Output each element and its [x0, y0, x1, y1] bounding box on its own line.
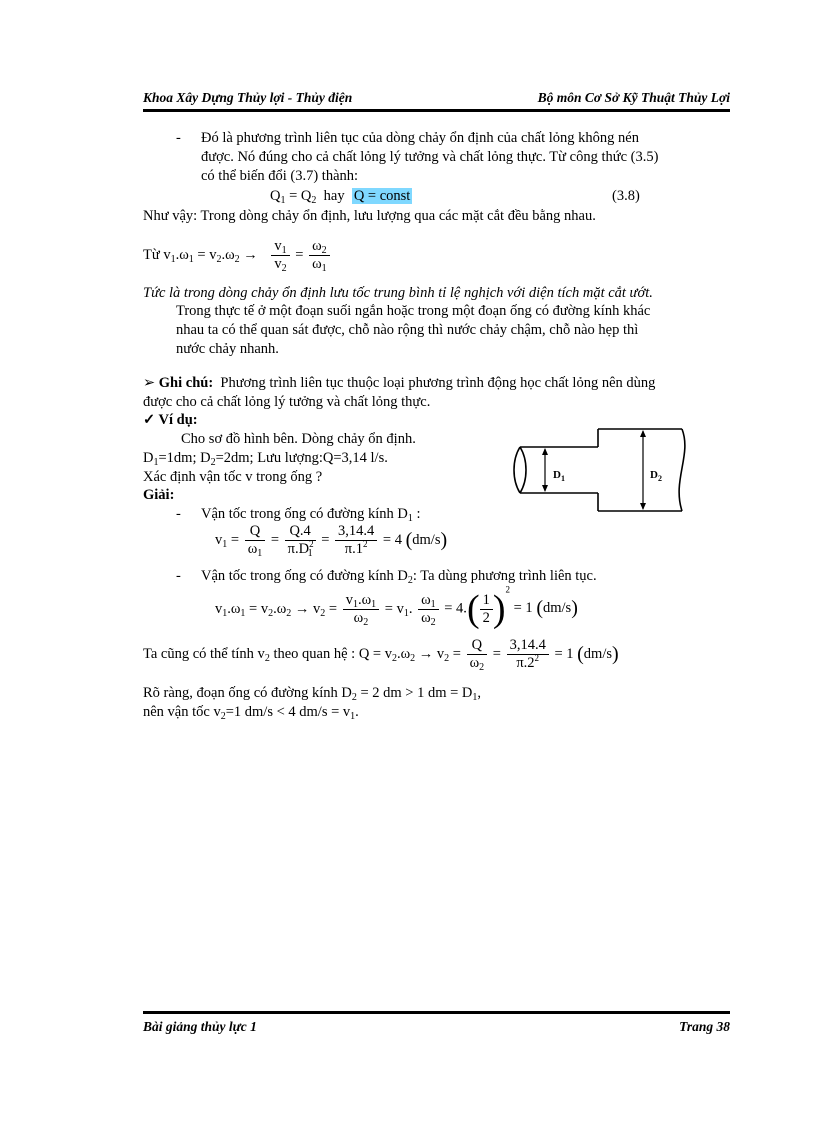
equation-number: (3.8): [612, 188, 640, 204]
step1-text: Vận tốc trong ống có đường kính $D_1$ :: [201, 506, 421, 524]
footer-page-number: Trang 38: [679, 1019, 730, 1034]
equation-3-8: $Q_1 = Q_2$ hay Q = const: [270, 188, 411, 206]
pipe-diagram: [510, 425, 695, 515]
practice-line-3: nước chảy nhanh.: [176, 341, 279, 357]
italic-statement: Tức là trong dòng chảy ổn định lưu tốc trung bình tỉ lệ nghịch với diện tích mặt cắt ướt.: [143, 285, 653, 301]
header-rule: [143, 109, 730, 112]
example-line-1: Cho sơ đồ hình bên. Dòng chảy ổn định.: [181, 431, 416, 447]
footer-rule: [143, 1011, 730, 1014]
closing-line-2: nên vận tốc $v_2=1$ dm/s < 4 $dm/s = v_1$.: [143, 704, 359, 722]
diagram-label-d2: $D_2$: [650, 469, 662, 483]
example-line-3: Xác định vận tốc v trong ống ?: [143, 469, 323, 485]
intro-line-1: Đó là phương trình liên tục của dòng chảy ổn định của chất lỏng không nén: [201, 130, 639, 146]
note-line-2: được cho cả chất lỏng lý tưởng và chất lỏng thực.: [143, 394, 431, 410]
step2-text: Vận tốc trong ống có đường kính $D_2$: Ta dùng phương trình liên tục.: [201, 568, 597, 586]
checkmark-icon: ✓: [143, 412, 156, 428]
arrow-bullet-icon: ➢: [143, 375, 156, 391]
diagram-label-d1: $D_1$: [553, 469, 565, 483]
intro-dash: -: [176, 130, 181, 146]
note-line-1: ➢ Ghi chú: Phương trình liên tục thuộc loại phương trình động học chất lỏng nên dùng: [143, 375, 656, 391]
practice-line-2: nhau ta có thể quan sát được, chỗ nào rộng thì nước chảy chậm, chỗ nào hẹp thì: [176, 322, 639, 338]
alt-formula: Ta cũng có thể tính $v_2$ theo quan hệ : $Q = v_2.\omega_2 \to v_2$ = $\frac{Q}{\omega_2}$ = $\frac{3,14.4}{\pi.2^2}$ = 1 (dm/s): [143, 637, 619, 673]
intro-line-2: được. Nó đúng cho cả chất lỏng lý tưởng và chất lỏng thực. Từ công thức (3.5): [201, 149, 659, 165]
solution-label: Giải:: [143, 487, 175, 503]
practice-line-1: Trong thực tế ở một đoạn suối ngắn hoặc trong một đoạn ống có đường kính khác: [176, 303, 651, 319]
closing-line-1: Rõ ràng, đoạn ống có đường kính $D_2 = 2$ dm > 1 dm = $D_1$,: [143, 685, 482, 703]
step1-dash: -: [176, 506, 181, 522]
conclusion-line: Như vậy: Trong dòng chảy ổn định, lưu lượng qua các mặt cắt đều bằng nhau.: [143, 208, 596, 224]
header-right: Bộ môn Cơ Sở Kỹ Thuật Thủy Lợi: [537, 90, 730, 105]
example-label: ✓ Ví dụ:: [143, 412, 198, 428]
footer-left: Bài giảng thủy lực 1: [143, 1019, 257, 1034]
step2-dash: -: [176, 568, 181, 584]
step1-formula: $v_1$ = $\frac{Q}{\omega_1}$ = $\frac{Q.4}{\pi.D^2_1}$ = $\frac{3,14.4}{\pi.1^2}$ = 4 (dm/s): [215, 523, 448, 559]
example-line-2: $D_1=1dm$; $D_2=2dm$; Lưu lượng:Q=3,14 l/s.: [143, 450, 388, 468]
header-left: Khoa Xây Dựng Thủy lợi - Thủy điện: [143, 90, 353, 105]
intro-line-3: có thể biến đổi (3.7) thành:: [201, 168, 359, 184]
ratio-formula: Từ $v_1.\omega_1 = v_2.\omega_2$ → $\frac{v_1}{v_2}$ = $\frac{\omega_2}{\omega_1}$: [143, 238, 332, 273]
step2-formula: $v_1.\omega_1 = v_2.\omega_2 \to v_2$ = $\frac{v_1.\omega_1}{\omega_2}$ = $v_1$. $\frac{\omega_1}{\omega_2}$ = 4.( $\frac{1}{2}$ )$^2$ = 1 (dm/s): [215, 584, 578, 630]
highlight-q-const: Q = const: [353, 188, 411, 204]
